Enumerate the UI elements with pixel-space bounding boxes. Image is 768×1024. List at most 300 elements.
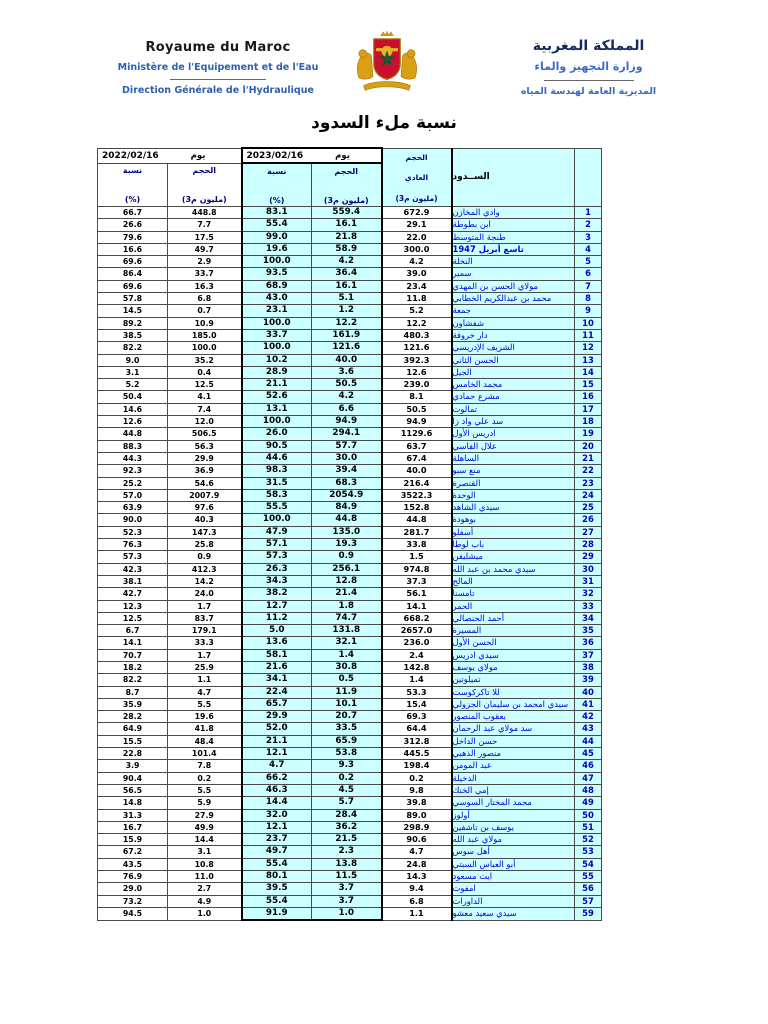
row-number-cell: 24 xyxy=(575,489,602,501)
pct-2023-cell: 26.0 xyxy=(242,428,312,440)
row-number-cell: 45 xyxy=(575,748,602,760)
normal-volume-cell: 216.4 xyxy=(382,477,452,489)
pct-2022-cell: 88.3 xyxy=(98,440,168,452)
pct-2023-cell: 14.4 xyxy=(242,797,312,809)
dam-name-cell: الداورات xyxy=(452,895,575,907)
table-row xyxy=(98,821,602,833)
pct-2023-cell: 31.5 xyxy=(242,477,312,489)
normal-volume-cell: 392.3 xyxy=(382,354,452,366)
vol-2023-cell: 16.1 xyxy=(312,280,382,292)
normal-volume-cell: 2657.0 xyxy=(382,625,452,637)
table-row xyxy=(98,871,602,883)
date-2022-cell xyxy=(98,148,242,163)
vol-2023-cell: 4.2 xyxy=(312,256,382,268)
vol-2022-cell: 29.9 xyxy=(168,452,242,464)
pct-2022-cell: 12.3 xyxy=(98,600,168,612)
vol-2022-cell: 10.9 xyxy=(168,317,242,329)
pct-2023-cell: 100.0 xyxy=(242,514,312,526)
table-row xyxy=(98,674,602,686)
vol-2022-cell: 14.2 xyxy=(168,575,242,587)
dam-name-cell: الحسن الأول xyxy=(452,637,575,649)
dam-name-cell: تمالوت xyxy=(452,403,575,415)
normal-volume-cell: 1129.6 xyxy=(382,428,452,440)
pct-2022-cell: 9.0 xyxy=(98,354,168,366)
dam-name-cell: تميلوتين xyxy=(452,674,575,686)
row-number-cell: 22 xyxy=(575,465,602,477)
vol-2023-cell: 19.3 xyxy=(312,539,382,551)
vol-2022-cell: 7.7 xyxy=(168,219,242,231)
normal-volume-cell: 1.1 xyxy=(382,907,452,920)
vol-2023-cell: 30.0 xyxy=(312,452,382,464)
day-label-2022: يوم xyxy=(190,150,206,161)
table-row xyxy=(98,256,602,268)
pct-2023-cell: 93.5 xyxy=(242,268,312,280)
dam-name-cell: جمعة xyxy=(452,305,575,317)
vol-2023-cell: 30.8 xyxy=(312,661,382,673)
vol-2023-cell: 5.7 xyxy=(312,797,382,809)
dam-name-cell: الشريف الإدريسي xyxy=(452,342,575,354)
dam-name-cell: سيدي الشاهد xyxy=(452,502,575,514)
normal-volume-cell: 89.0 xyxy=(382,809,452,821)
pct-2022-cell: 14.8 xyxy=(98,797,168,809)
pct-2022-cell: 42.7 xyxy=(98,588,168,600)
table-row xyxy=(98,428,602,440)
normal-volume-cell: 94.9 xyxy=(382,416,452,428)
dam-name-cell: بوهودة xyxy=(452,514,575,526)
pct-2023-cell: 26.3 xyxy=(242,563,312,575)
row-number-cell: 49 xyxy=(575,797,602,809)
normal-volume-cell: 121.6 xyxy=(382,342,452,354)
pct-2022-cell: 82.2 xyxy=(98,342,168,354)
pct-2023-cell: 66.2 xyxy=(242,772,312,784)
pct-2023-cell: 55.5 xyxy=(242,502,312,514)
table-row xyxy=(98,280,602,292)
row-number-cell: 20 xyxy=(575,440,602,452)
normal-volume-cell: 672.9 xyxy=(382,207,452,219)
vol-2023-cell: 44.8 xyxy=(312,514,382,526)
vol-2023-cell: 28.4 xyxy=(312,809,382,821)
normal-volume-cell: 40.0 xyxy=(382,465,452,477)
pct-2023-cell: 80.1 xyxy=(242,871,312,883)
dam-name-cell: شفشاون xyxy=(452,317,575,329)
row-number-cell: 11 xyxy=(575,329,602,341)
row-number-cell: 50 xyxy=(575,809,602,821)
table-row xyxy=(98,366,602,378)
pct-2022-cell: 16.6 xyxy=(98,243,168,255)
normal-volume-cell: 480.3 xyxy=(382,329,452,341)
date-2023-value: 2023/02/16 xyxy=(246,150,304,161)
row-number-cell: 13 xyxy=(575,354,602,366)
dam-name-cell: محمد بن عبدالكريم الخطابي xyxy=(452,293,575,305)
vol-2023-cell: 39.4 xyxy=(312,465,382,477)
pct-2022-cell: 25.2 xyxy=(98,477,168,489)
normal-volume-cell: 12.6 xyxy=(382,366,452,378)
vol-2022-cell: 2.7 xyxy=(168,883,242,895)
pct-2022-cell: 67.2 xyxy=(98,846,168,858)
dam-name-cell: سيدي ادريس xyxy=(452,649,575,661)
vol-2022-cell: 7.8 xyxy=(168,760,242,772)
vol-2022-cell: 1.7 xyxy=(168,600,242,612)
vol-2023-cell: 74.7 xyxy=(312,612,382,624)
normal-volume-cell: 39.8 xyxy=(382,797,452,809)
vol-2022-cell: 12.5 xyxy=(168,379,242,391)
vol-2022-cell: 5.5 xyxy=(168,784,242,796)
table-row xyxy=(98,489,602,501)
dam-name-cell: أبو العباس السبتي xyxy=(452,858,575,870)
direction-title-fr: Direction Générale de l'Hydraulique xyxy=(122,85,314,96)
pct-2022-cell: 12.6 xyxy=(98,416,168,428)
pct-2023-cell: 34.3 xyxy=(242,575,312,587)
row-number-cell: 33 xyxy=(575,600,602,612)
normal-volume-cell: 15.4 xyxy=(382,698,452,710)
dam-name-cell: منصور الذهبي xyxy=(452,748,575,760)
vol-2022-cell: 179.1 xyxy=(168,625,242,637)
row-number-cell: 23 xyxy=(575,477,602,489)
table-row xyxy=(98,514,602,526)
pct-2023-cell: 55.4 xyxy=(242,858,312,870)
row-number-cell: 2 xyxy=(575,219,602,231)
direction-title-ar: المديرية العامة لهندسة المياه xyxy=(520,86,657,97)
vol-2022-cell: 16.3 xyxy=(168,280,242,292)
dam-name-cell: محمد الخامس xyxy=(452,379,575,391)
row-number-cell: 16 xyxy=(575,391,602,403)
kingdom-title-ar: المملكة المغربية xyxy=(532,38,645,54)
table-row xyxy=(98,477,602,489)
row-number-cell: 54 xyxy=(575,858,602,870)
pct-2023-cell: 43.0 xyxy=(242,293,312,305)
vol-2022-cell: 11.0 xyxy=(168,871,242,883)
table-row xyxy=(98,563,602,575)
dam-name-cell: علال الفاسي xyxy=(452,440,575,452)
pct-2023-cell: 38.2 xyxy=(242,588,312,600)
vol-2022-cell: 14.4 xyxy=(168,834,242,846)
pct-2023-cell: 98.3 xyxy=(242,465,312,477)
normal-volume-cell: 44.8 xyxy=(382,514,452,526)
row-number-cell: 18 xyxy=(575,416,602,428)
pct-2023-cell: 13.6 xyxy=(242,637,312,649)
row-number-cell: 15 xyxy=(575,379,602,391)
vol-2022-cell: 5.5 xyxy=(168,698,242,710)
normal-volume-header xyxy=(382,148,452,207)
row-number-cell: 44 xyxy=(575,735,602,747)
vol-2023-cell: 4.5 xyxy=(312,784,382,796)
vol-2022-cell: 7.4 xyxy=(168,403,242,415)
vol-2023-cell: 161.9 xyxy=(312,329,382,341)
row-number-cell: 42 xyxy=(575,711,602,723)
vol-2022-cell: 101.4 xyxy=(168,748,242,760)
table-row xyxy=(98,207,602,219)
table-row xyxy=(98,317,602,329)
pct-2022-cell: 90.0 xyxy=(98,514,168,526)
pct-2023-cell: 52.6 xyxy=(242,391,312,403)
pct-2022-cell: 28.2 xyxy=(98,711,168,723)
vol-2022-cell: 49.9 xyxy=(168,821,242,833)
normal-volume-cell: 0.2 xyxy=(382,772,452,784)
vol-2023-cell: 58.9 xyxy=(312,243,382,255)
vol-2022-cell: 412.3 xyxy=(168,563,242,575)
dam-name-cell: يعقوب المنصور xyxy=(452,711,575,723)
table-row xyxy=(98,329,602,341)
table-row xyxy=(98,858,602,870)
pct-2022-cell: 66.7 xyxy=(98,207,168,219)
dam-name-cell: ميشليفن xyxy=(452,551,575,563)
normal-volume-cell: 33.8 xyxy=(382,539,452,551)
date-2023-cell xyxy=(242,148,382,163)
dam-name-cell: تامسنا xyxy=(452,588,575,600)
vol-2023-cell: 5.1 xyxy=(312,293,382,305)
table-row xyxy=(98,465,602,477)
table-row xyxy=(98,219,602,231)
row-number-cell: 43 xyxy=(575,723,602,735)
table-row xyxy=(98,502,602,514)
vol-2022-cell: 35.2 xyxy=(168,354,242,366)
vol-2023-cell: 0.2 xyxy=(312,772,382,784)
pct-2022-cell: 14.5 xyxy=(98,305,168,317)
vol-2022-cell: 25.8 xyxy=(168,539,242,551)
vol-2023-cell: 2054.9 xyxy=(312,489,382,501)
table-row xyxy=(98,539,602,551)
vol-2023-cell: 2.3 xyxy=(312,846,382,858)
normal-volume-cell: 236.0 xyxy=(382,637,452,649)
pct-2023-cell: 65.7 xyxy=(242,698,312,710)
vol-2022-cell: 2.9 xyxy=(168,256,242,268)
row-number-cell: 1 xyxy=(575,207,602,219)
dams-table xyxy=(97,147,602,921)
normal-volume-label-1: الحجم xyxy=(405,152,428,162)
vol-2023-cell: 21.5 xyxy=(312,834,382,846)
row-number-cell: 14 xyxy=(575,366,602,378)
pct-2022-cell: 57.0 xyxy=(98,489,168,501)
normal-volume-cell: 69.3 xyxy=(382,711,452,723)
normal-volume-cell: 445.5 xyxy=(382,748,452,760)
dam-name-cell: يوسف بن تاشفين xyxy=(452,821,575,833)
dam-name-cell: مولاي عبد الله xyxy=(452,834,575,846)
table-row xyxy=(98,760,602,772)
dam-name-cell: ايت مسعود xyxy=(452,871,575,883)
vol-2023-cell: 11.5 xyxy=(312,871,382,883)
pct-2022-cell: 89.2 xyxy=(98,317,168,329)
normal-volume-cell: 29.1 xyxy=(382,219,452,231)
dam-name-cell: ادريس الأول xyxy=(452,428,575,440)
dam-name-cell: الجيل xyxy=(452,366,575,378)
pct-2023-cell: 46.3 xyxy=(242,784,312,796)
pct-2022-cell: 22.8 xyxy=(98,748,168,760)
pct-2022-cell: 64.9 xyxy=(98,723,168,735)
normal-volume-cell: 9.8 xyxy=(382,784,452,796)
vol-2023-cell: 131.8 xyxy=(312,625,382,637)
vol-2023-cell: 65.9 xyxy=(312,735,382,747)
pct-2022-cell: 14.1 xyxy=(98,637,168,649)
normal-volume-cell: 39.0 xyxy=(382,268,452,280)
dams-column-header: الســدود xyxy=(452,148,575,207)
pct-2022-cell: 6.7 xyxy=(98,625,168,637)
pct-2022-cell: 5.2 xyxy=(98,379,168,391)
normal-volume-cell: 239.0 xyxy=(382,379,452,391)
row-number-cell: 21 xyxy=(575,452,602,464)
vol-2023-cell: 12.2 xyxy=(312,317,382,329)
letterhead-divider-right xyxy=(544,80,634,81)
vol-2022-cell: 0.9 xyxy=(168,551,242,563)
letterhead-french-block xyxy=(98,30,338,96)
vol-2022-cell: 147.3 xyxy=(168,526,242,538)
normal-volume-cell: 668.2 xyxy=(382,612,452,624)
vol-2022-cell: 6.8 xyxy=(168,293,242,305)
normal-volume-cell: 56.1 xyxy=(382,588,452,600)
dam-name-cell: سد علي واد زا xyxy=(452,416,575,428)
table-row xyxy=(98,342,602,354)
vol-2023-cell: 1.2 xyxy=(312,305,382,317)
pct-2023-cell: 57.1 xyxy=(242,539,312,551)
row-number-cell: 19 xyxy=(575,428,602,440)
row-number-cell: 55 xyxy=(575,871,602,883)
pct-2023-cell: 22.4 xyxy=(242,686,312,698)
vol-2022-cell: 448.8 xyxy=(168,207,242,219)
ministry-title-ar: وزارة التجهيز والماء xyxy=(534,60,643,73)
normal-volume-cell: 11.8 xyxy=(382,293,452,305)
normal-volume-cell: 974.8 xyxy=(382,563,452,575)
vol-2023-cell: 6.6 xyxy=(312,403,382,415)
pct-2022-cell: 35.9 xyxy=(98,698,168,710)
normal-volume-cell: 300.0 xyxy=(382,243,452,255)
vol-2022-cell: 4.7 xyxy=(168,686,242,698)
dam-name-cell: القنصرة xyxy=(452,477,575,489)
table-row xyxy=(98,268,602,280)
pct-2023-cell: 39.5 xyxy=(242,883,312,895)
vol-2023-cell: 50.5 xyxy=(312,379,382,391)
vol-2022-cell: 33.7 xyxy=(168,268,242,280)
table-row xyxy=(98,588,602,600)
coat-of-arms xyxy=(344,30,430,96)
vol-2023-cell: 3.7 xyxy=(312,895,382,907)
pct-2022-cell: 43.5 xyxy=(98,858,168,870)
pct-2022-cell: 3.1 xyxy=(98,366,168,378)
table-row xyxy=(98,305,602,317)
table-row xyxy=(98,846,602,858)
table-row xyxy=(98,416,602,428)
dam-name-cell: الوحدة xyxy=(452,489,575,501)
pct-2023-cell: 68.9 xyxy=(242,280,312,292)
normal-volume-cell: 5.2 xyxy=(382,305,452,317)
vol-2022-cell: 48.4 xyxy=(168,735,242,747)
table-row xyxy=(98,723,602,735)
row-number-cell: 39 xyxy=(575,674,602,686)
row-number-cell: 12 xyxy=(575,342,602,354)
vol-2022-cell: 1.7 xyxy=(168,649,242,661)
pct-2022-cell: 56.5 xyxy=(98,784,168,796)
vol-2023-cell: 40.0 xyxy=(312,354,382,366)
pct-2023-cell: 32.0 xyxy=(242,809,312,821)
pct-2023-cell: 29.9 xyxy=(242,711,312,723)
pct-2022-cell: 18.2 xyxy=(98,661,168,673)
letterhead-arabic-block xyxy=(436,30,741,97)
row-number-cell: 3 xyxy=(575,231,602,243)
normal-volume-cell: 198.4 xyxy=(382,760,452,772)
pct-2022-cell: 82.2 xyxy=(98,674,168,686)
letterhead-divider-left xyxy=(170,79,266,80)
pct-2023-cell: 47.9 xyxy=(242,526,312,538)
vol-2022-cell: 36.9 xyxy=(168,465,242,477)
normal-volume-cell: 64.4 xyxy=(382,723,452,735)
row-number-cell: 32 xyxy=(575,588,602,600)
dam-name-cell: ابن بطوطة xyxy=(452,219,575,231)
pct-2023-cell: 13.1 xyxy=(242,403,312,415)
vol-2022-cell: 56.3 xyxy=(168,440,242,452)
day-label-2023: يوم xyxy=(335,150,350,161)
pct-2022-cell: 38.5 xyxy=(98,329,168,341)
table-row xyxy=(98,797,602,809)
pct-2022-cell: 29.0 xyxy=(98,883,168,895)
pct-2022-cell: 42.3 xyxy=(98,563,168,575)
pct-2023-cell: 21.6 xyxy=(242,661,312,673)
vol-2022-cell: 2007.9 xyxy=(168,489,242,501)
pct-2022-cell: 52.3 xyxy=(98,526,168,538)
normal-volume-cell: 1.5 xyxy=(382,551,452,563)
table-row xyxy=(98,735,602,747)
normal-volume-cell: 1.4 xyxy=(382,674,452,686)
normal-volume-cell: 63.7 xyxy=(382,440,452,452)
pct-2023-cell: 23.1 xyxy=(242,305,312,317)
dams-table-body xyxy=(98,207,602,921)
pct-2023-cell: 10.2 xyxy=(242,354,312,366)
table-row xyxy=(98,834,602,846)
pct-2022-cell: 70.7 xyxy=(98,649,168,661)
pct-2023-cell: 12.1 xyxy=(242,748,312,760)
vol-2023-cell: 1.4 xyxy=(312,649,382,661)
pct-2023-cell: 44.6 xyxy=(242,452,312,464)
table-row xyxy=(98,698,602,710)
table-row xyxy=(98,711,602,723)
normal-volume-cell: 9.4 xyxy=(382,883,452,895)
pct-2023-cell: 91.9 xyxy=(242,907,312,920)
normal-volume-cell: 14.1 xyxy=(382,600,452,612)
dam-name-cell: المسيرة xyxy=(452,625,575,637)
normal-volume-cell: 152.8 xyxy=(382,502,452,514)
normal-volume-cell: 50.5 xyxy=(382,403,452,415)
dam-name-cell: الحسن الثاني xyxy=(452,354,575,366)
table-row xyxy=(98,772,602,784)
normal-volume-cell: 53.3 xyxy=(382,686,452,698)
table-row xyxy=(98,600,602,612)
dam-name-cell: النخلة xyxy=(452,256,575,268)
vol-2022-cell: 25.9 xyxy=(168,661,242,673)
vol-2023-cell: 53.8 xyxy=(312,748,382,760)
row-number-cell: 35 xyxy=(575,625,602,637)
normal-volume-cell: 37.3 xyxy=(382,575,452,587)
pct-2022-cell: 16.7 xyxy=(98,821,168,833)
pct-2022-header: نسبة (%) xyxy=(98,163,168,207)
vol-2022-cell: 27.9 xyxy=(168,809,242,821)
dam-name-cell: للا تاكركوست xyxy=(452,686,575,698)
vol-2022-cell: 19.6 xyxy=(168,711,242,723)
vol-2022-cell: 41.8 xyxy=(168,723,242,735)
row-number-cell: 51 xyxy=(575,821,602,833)
row-number-cell: 10 xyxy=(575,317,602,329)
pct-2023-cell: 21.1 xyxy=(242,379,312,391)
pct-2022-cell: 69.6 xyxy=(98,280,168,292)
row-number-cell: 34 xyxy=(575,612,602,624)
table-row xyxy=(98,661,602,673)
normal-volume-cell: 6.8 xyxy=(382,895,452,907)
vol-2023-cell: 94.9 xyxy=(312,416,382,428)
vol-2022-cell: 5.9 xyxy=(168,797,242,809)
pct-2023-cell: 34.1 xyxy=(242,674,312,686)
row-number-cell: 8 xyxy=(575,293,602,305)
dam-name-cell: أهل سوس xyxy=(452,846,575,858)
dam-name-cell: سيدي محمد بن عبد الله xyxy=(452,563,575,575)
row-number-cell: 7 xyxy=(575,280,602,292)
dam-name-cell: طنجة المتوسط xyxy=(452,231,575,243)
vol-2022-cell: 1.1 xyxy=(168,674,242,686)
